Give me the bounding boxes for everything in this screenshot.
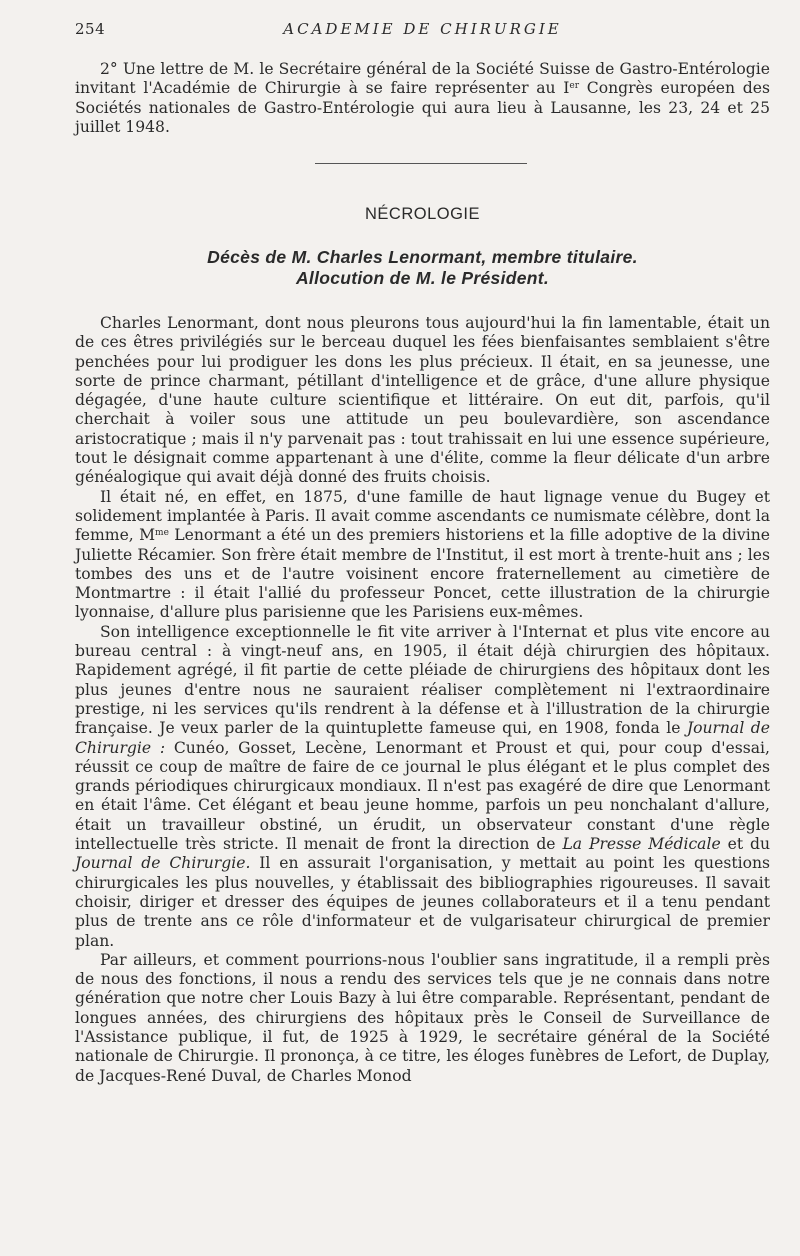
section-separator-rule bbox=[315, 163, 527, 164]
obituary-body bbox=[75, 314, 770, 1086]
article-title-line-2: Allocution de M. le Président. bbox=[295, 268, 550, 288]
paragraph-3-start: Son intelligence exceptionnelle le fit vite arriver à l'Internat et plus vite encore au bureau central : à vingt-neuf ans, en 1905, il était déjà chirurgien des hôpitaux. Rapidement agrégé, il fit partie de cette pléiade de chirurgiens des hôpitaux dont les plus jeunes d'entre nous ne sauraient réaliser complètement ni l'extraordinaire prestige, ni les services qu'ils rendrent à la défense et à l'illustration de la chirurgie française. Je veux parler de la quintuplette fameuse qui, en 1908, fonda le bbox=[75, 622, 770, 738]
running-header bbox=[75, 20, 770, 44]
paragraph-3 bbox=[75, 623, 770, 951]
agenda-item-2 bbox=[75, 60, 770, 137]
article-title bbox=[75, 247, 770, 289]
section-heading: NÉCROLOGIE bbox=[364, 205, 481, 223]
paragraph-3-conjunction: et du bbox=[720, 835, 771, 854]
running-header-title: ACADEMIE DE CHIRURGIE bbox=[283, 20, 562, 38]
journal-title-italic: Journal de Chirurgie : bbox=[75, 719, 770, 757]
title-superscript: me bbox=[155, 528, 169, 539]
article-title-line-1: Décès de M. Charles Lenormant, membre titulaire. bbox=[207, 247, 638, 267]
agenda-text-end: Congrès européen des Sociétés nationales de Gastro-Entérologie qui aura lieu à Lausanne, les 23, 24 et 25 juillet 1948. bbox=[75, 79, 770, 136]
agenda-item-paragraph bbox=[75, 60, 770, 137]
journal-title-italic-2: Journal de Chirurgie. bbox=[75, 854, 251, 873]
paragraph-4: Par ailleurs, et comment pourrions-nous l'oublier sans ingratitude, il a rempli près de nous des fonctions, il nous a rendu des services tels que je ne connais dans notre génération que notre cher Louis Bazy à lui être comparable. Représentant, pendant de longues années, des chirurgiens des hôpitaux près le Conseil de Surveillance de l'Assistance publique, il fut, de 1925 à 1929, le secrétaire général de la Société nationale de Chirurgie. Il prononça, à ce titre, les éloges funèbres de Lefort, de Duplay, de Jacques-René Duval, de Charles Monod bbox=[75, 950, 770, 1085]
paragraph-3-end: Il en assurait l'organisation, y mettait au point les questions chirurgicales les plus nouvelles, y établissait des bibliographies rigoureuses. Il savait choisir, diriger et dresser des équipes de jeunes collaborateurs et il a tenu pendant plus de trente ans ce rôle d'informateur et de vulgarisateur chirurgical de premier plan. bbox=[75, 854, 771, 950]
page-number: 254 bbox=[75, 20, 106, 38]
presse-medicale-italic: La Presse Médicale bbox=[562, 835, 721, 854]
paragraph-2-start: Il était né, en effet, en 1875, d'une famille de haut lignage venue du Bugey et solidement implantée à Paris. Il avait comme ascendants ce numismate célèbre, dont la femme, M bbox=[75, 487, 770, 545]
paragraph-3-middle: Cunéo, Gosset, Lecène, Lenormant et Proust et qui, pour coup d'essai, réussit ce coup de maître de faire de ce journal le plus élégant et le plus complet des grands périodiques chirurgicaux mondiaux. Il n'est pas exagéré de dire que Lenormant en était l'âme. Cet élégant et beau jeune homme, parfois un peu nonchalant d'allure, était un travailleur obstiné, un érudit, un observateur constant d'une règle intellectuelle très stricte. Il menait de front la direction de bbox=[75, 738, 770, 854]
paragraph-2 bbox=[75, 488, 770, 623]
paragraph-1: Charles Lenormant, dont nous pleurons tous aujourd'hui la fin lamentable, était un de ces êtres privilégiés sur le berceau duquel les fées bienfaisantes semblaient s'être penchées pour lui prodiguer les dons les plus précieux. Il était, en sa jeunesse, une sorte de prince charmant, pétillant d'intelligence et de grâce, d'une allure physique dégagée, d'une haute culture scientifique et littéraire. On eut dit, parfois, qu'il cherchait à voiler sous une attitude un peu boulevardière, son ascendance aristocratique ; mais il n'y parvenait pas : tout trahissait en lui une essence supérieure, tout le désignait comme appartenant à une d'élite, comme la fleur délicate d'un arbre généalogique qui avait déjà donné des fruits choisis. bbox=[75, 314, 770, 487]
ordinal-superscript: er bbox=[569, 81, 580, 92]
agenda-text-start: 2° Une lettre de M. le Secrétaire général de la Société Suisse de Gastro-Entérologie invitant l'Académie de Chirurgie à se faire représenter au I bbox=[75, 60, 770, 98]
paragraph-2-end: Lenormant a été un des premiers historiens et la fille adoptive de la divine Juliette Récamier. Son frère était membre de l'Institut, il est mort à trente-huit ans ; les tombes des uns et de l'autre voisinent encore fraternellement au cimetière de Montmartre : il était l'allié du professeur Poncet, cette illustration de la chirurgie lyonnaise, d'allure plus parisienne que les Parisiens eux-mêmes. bbox=[75, 526, 770, 622]
